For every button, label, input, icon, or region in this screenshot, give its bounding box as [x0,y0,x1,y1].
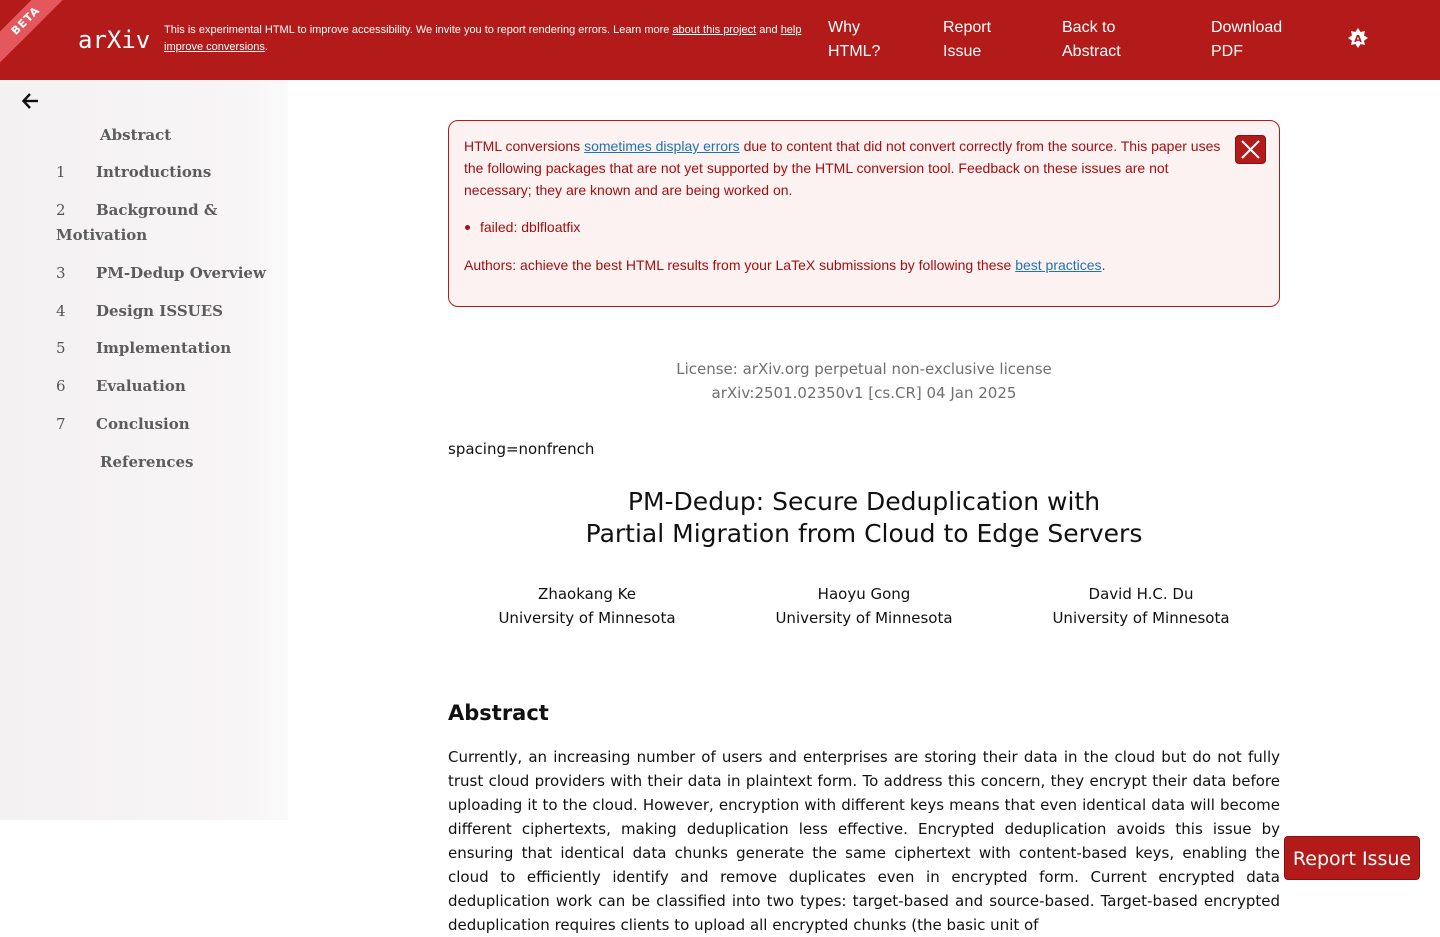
advice-text: Authors: achieve the best HTML results from your LaTeX submissions by following these [464,257,1016,273]
error-text-rest: due to content that did not convert correctly from the source. This paper uses the following packages that are not yet supported by the HTML conversion tool. Feedback on these issues are not necessary; they are known and are being worked on. [464,138,1221,198]
author-affiliation: University of Minnesota [498,609,676,627]
report-issue-link[interactable]: Report Issue [943,19,992,60]
toc-label: Design ISSUES [96,302,224,320]
arxiv-id-line: arXiv:2501.02350v1 [cs.CR] 04 Jan 2025 [711,384,1017,402]
author-name: Haoyu Gong [817,585,911,603]
author-block [457,582,717,630]
arxiv-logo-text: arXiv [78,26,151,54]
back-arrow-icon[interactable] [20,90,42,112]
svg-text:A: A [1354,34,1362,45]
notice-text-end: . [264,41,268,53]
error-text: HTML conversions [464,138,585,154]
download-pdf-link[interactable]: Download PDF [1211,19,1283,60]
toc-number: 5 [56,339,66,357]
arxiv-logo-graphic [78,22,154,58]
title-line-2: Partial Migration from Cloud to Edge Servers [585,519,1143,548]
improve-conversions-link[interactable]: help improve conversions [164,24,802,53]
toc-number: 6 [56,377,66,395]
author-name: Zhaokang Ke [538,585,636,603]
toc-number: 1 [56,163,66,181]
toc-label: Introductions [96,163,212,181]
abstract-text: Currently, an increasing number of users and enterprises are storing their data in the cloud but do not fully trust cloud providers with their data in plaintext form. To address this concern, they encrypt their data before uploading it to the cloud. However, encryption with different keys means that even identical data will become different ciphertexts, making deduplication less effective. Encrypted deduplication avoids this issue by ensuring that identical data chunks generate the same ciphertext with content-based keys, enabling the cloud to efficiently identify and remove duplicates even in encrypted form. Current encrypted data deduplication work can be classified into two types: target-based and source-based. Target-based encrypted deduplication requires clients to upload all encrypted chunks (the basic unit of [448,748,1280,934]
arxiv-logo[interactable] [78,22,154,58]
table-of-contents [0,80,288,820]
authors-advice [464,254,1244,276]
abstract-heading: Abstract [448,701,549,725]
about-project-link[interactable]: about this project [672,24,757,36]
toc-label-continued: Motivation [56,226,148,244]
author-block [1011,582,1271,630]
failed-package-item: failed: dblfloatfix [480,216,780,238]
toc-label: Evaluation [96,377,186,395]
top-banner [0,0,1440,80]
toc-label: PM-Dedup Overview [96,264,266,282]
author-name: David H.C. Du [1088,585,1194,603]
conversion-error-notice [448,120,1280,307]
error-message [464,135,1224,201]
author-affiliation: University of Minnesota [1052,609,1230,627]
toc-number: 7 [56,415,66,433]
license-line: License: arXiv.org perpetual non-exclusive license [676,360,1052,378]
close-icon [1236,136,1265,163]
display-errors-link[interactable]: sometimes display errors [584,138,740,154]
advice-text-end: . [1101,257,1106,273]
why-html-link[interactable]: Why HTML? [828,19,881,60]
theme-toggle-icon[interactable] [1346,26,1370,50]
toc-number: 3 [56,264,66,282]
spacing-note: spacing=nonfrench [448,440,595,458]
toc-label: Conclusion [96,415,190,433]
best-practices-link[interactable]: best practices [1015,257,1102,273]
notice-text: This is experimental HTML to improve accessibility. We invite you to report rendering errors. Learn more [164,24,673,36]
toc-number: 4 [56,302,66,320]
toc-label: Implementation [96,339,232,357]
title-line-1: PM-Dedup: Secure Deduplication with [627,487,1101,516]
beta-ribbon: BETA [0,0,76,71]
close-notice-button[interactable] [1235,135,1266,164]
toc-number: 2 [56,201,66,219]
notice-text-mid: and [756,24,781,36]
toc-label: References [100,453,194,471]
report-issue-button[interactable]: Report Issue [1284,836,1420,880]
toc-label: Background & [96,201,218,219]
author-block [734,582,994,630]
experimental-notice [164,22,814,56]
author-affiliation: University of Minnesota [775,609,953,627]
toc-label: Abstract [100,126,172,144]
back-to-abstract-link[interactable]: Back to Abstract [1062,19,1121,60]
paper-title [448,486,1280,550]
